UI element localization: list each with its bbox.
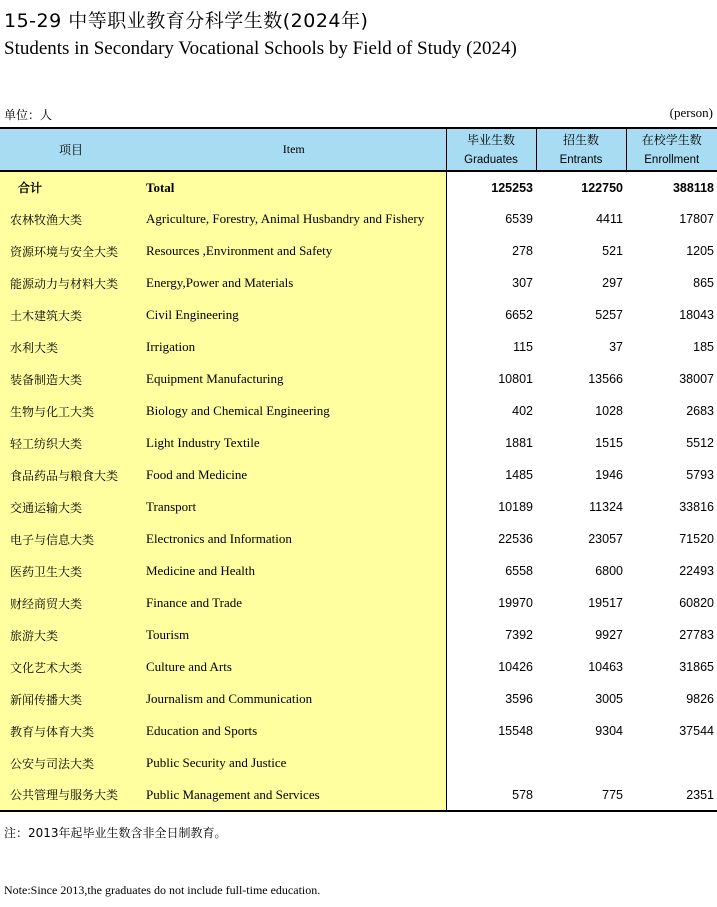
row-graduates: 10426: [498, 660, 533, 674]
row-label-en: Medicine and Health: [142, 555, 446, 587]
table-row: [0, 395, 717, 427]
unit-label-cn: 单位：人: [4, 108, 53, 122]
row-graduates: 3596: [505, 692, 533, 706]
row-label-cn: 资源环境与安全大类: [0, 235, 142, 267]
table-row: [0, 299, 717, 331]
row-label-cn: 旅游大类: [0, 619, 142, 651]
row-label-cn: 公共管理与服务大类: [0, 779, 142, 811]
row-label-en: Food and Medicine: [142, 459, 446, 491]
row-enrollment: 18043: [679, 308, 714, 322]
row-label-en: Civil Engineering: [142, 299, 446, 331]
row-entrants: 1515: [595, 436, 623, 450]
table-row: [0, 203, 717, 235]
row-enrollment: 388118: [672, 180, 714, 195]
row-label-en: Transport: [142, 491, 446, 523]
row-enrollment: 9826: [686, 692, 714, 706]
row-graduates: 19970: [498, 596, 533, 610]
row-graduates: 578: [446, 779, 536, 811]
row-enrollment: 60820: [679, 596, 714, 610]
unit-label-en: (person): [669, 105, 713, 120]
row-entrants: 4411: [596, 212, 623, 226]
table-row: [0, 619, 717, 651]
footnote-cn: 注：2013年起毕业生数含非全日制教育。: [4, 826, 227, 840]
row-enrollment: 2683: [686, 404, 714, 418]
row-entrants: 775: [536, 779, 626, 811]
row-graduates: 115: [513, 340, 533, 354]
table-row: [0, 459, 717, 491]
row-label-cn: 公安与司法大类: [0, 747, 142, 779]
row-label-en: Education and Sports: [142, 715, 446, 747]
header-enrollment-cn: 在校学生数: [641, 132, 702, 147]
row-label-en: Irrigation: [142, 331, 446, 363]
row-label-cn: 教育与体育大类: [0, 715, 142, 747]
row-label-en: Journalism and Communication: [142, 683, 446, 715]
row-label-cn: 合计: [0, 171, 142, 203]
row-label-cn: 交通运输大类: [0, 491, 142, 523]
row-entrants: 19517: [588, 596, 623, 610]
row-entrants: 9927: [595, 628, 623, 642]
row-enrollment: 31865: [679, 660, 714, 674]
table-title-cn: 15-29 中等职业教育分科学生数(2024年): [4, 10, 369, 32]
row-graduates: [446, 747, 536, 779]
row-graduates: 22536: [498, 532, 533, 546]
table-row: [0, 331, 717, 363]
row-graduates: 6652: [505, 308, 533, 322]
table-row: [0, 267, 717, 299]
row-graduates: 278: [512, 244, 533, 258]
row-enrollment: 37544: [679, 724, 714, 738]
row-label-cn: 土木建筑大类: [0, 299, 142, 331]
row-entrants: 37: [609, 340, 623, 354]
header-graduates: [446, 128, 536, 171]
row-enrollment: 17807: [679, 212, 714, 226]
row-enrollment: 5512: [686, 436, 714, 450]
row-entrants: [536, 747, 626, 779]
row-label-cn: 文化艺术大类: [0, 651, 142, 683]
row-label-en: Tourism: [142, 619, 446, 651]
row-label-en: Public Security and Justice: [142, 747, 446, 779]
table-row: [0, 555, 717, 587]
row-entrants: 6800: [595, 564, 623, 578]
row-label-en: Culture and Arts: [142, 651, 446, 683]
row-graduates: 402: [512, 404, 533, 418]
table-title-en: Students in Secondary Vocational Schools by Field of Study (2024): [4, 38, 517, 59]
row-label-en: Biology and Chemical Engineering: [142, 395, 446, 427]
row-entrants: 1028: [595, 404, 623, 418]
row-graduates: 10801: [498, 372, 533, 386]
row-label-cn: 生物与化工大类: [0, 395, 142, 427]
table-row: [0, 363, 717, 395]
row-entrants: 13566: [588, 372, 623, 386]
row-label-cn: 医药卫生大类: [0, 555, 142, 587]
row-entrants: 122750: [581, 180, 623, 195]
row-graduates: 6539: [505, 212, 533, 226]
row-graduates: 6558: [505, 564, 533, 578]
table-row: [0, 715, 717, 747]
row-enrollment: 27783: [679, 628, 714, 642]
students-table: [0, 127, 717, 812]
header-entrants-en: Entrants: [559, 153, 603, 166]
row-label-en: Public Management and Services: [142, 779, 446, 811]
row-enrollment: 22493: [679, 564, 714, 578]
row-graduates: 7392: [505, 628, 533, 642]
table-row: [0, 683, 717, 715]
row-label-en: Light Industry Textile: [142, 427, 446, 459]
row-enrollment: 185: [693, 340, 714, 354]
row-label-cn: 水利大类: [0, 331, 142, 363]
row-graduates: 10189: [498, 500, 533, 514]
row-graduates: 1485: [505, 468, 533, 482]
row-entrants: 1946: [595, 468, 623, 482]
row-enrollment: 865: [693, 276, 714, 290]
row-label-en: Equipment Manufacturing: [142, 363, 446, 395]
row-enrollment: 71520: [679, 532, 714, 546]
header-entrants: [536, 128, 626, 171]
row-entrants: 297: [602, 276, 623, 290]
row-label-en: Finance and Trade: [142, 587, 446, 619]
header-graduates-en: Graduates: [464, 153, 518, 166]
row-entrants: 3005: [595, 692, 623, 706]
row-label-cn: 新闻传播大类: [0, 683, 142, 715]
table-row: [0, 587, 717, 619]
row-enrollment: 38007: [679, 372, 714, 386]
row-graduates: 307: [512, 276, 533, 290]
header-item-cn: 项目: [0, 128, 142, 171]
table-row: [0, 235, 717, 267]
header-enrollment: [626, 128, 717, 171]
table-row: [0, 523, 717, 555]
row-graduates: 1881: [505, 436, 533, 450]
row-enrollment: 2351: [626, 779, 717, 811]
header-row: [0, 128, 717, 171]
row-enrollment: 5793: [686, 468, 714, 482]
header-entrants-cn: 招生数: [562, 132, 599, 147]
row-entrants: 5257: [595, 308, 623, 322]
table-row-total: [0, 171, 717, 203]
row-label-cn: 财经商贸大类: [0, 587, 142, 619]
row-entrants: 10463: [588, 660, 623, 674]
row-label-en: Electronics and Information: [142, 523, 446, 555]
row-label-cn: 食品药品与粮食大类: [0, 459, 142, 491]
header-enrollment-en: Enrollment: [644, 153, 700, 166]
header-graduates-cn: 毕业生数: [466, 132, 515, 147]
row-graduates: 125253: [491, 180, 533, 195]
header-item-en: Item: [142, 128, 446, 171]
row-label-cn: 农林牧渔大类: [0, 203, 142, 235]
row-label-cn: 能源动力与材料大类: [0, 267, 142, 299]
row-enrollment: 1205: [686, 244, 714, 258]
table-row: [0, 651, 717, 683]
row-entrants: 521: [602, 244, 623, 258]
row-enrollment: [626, 747, 717, 779]
row-label-cn: 装备制造大类: [0, 363, 142, 395]
table-row: [0, 779, 717, 811]
row-label-en: Agriculture, Forestry, Animal Husbandry and Fishery: [142, 203, 446, 235]
row-label-en: Resources ,Environment and Safety: [142, 235, 446, 267]
row-label-en: Energy,Power and Materials: [142, 267, 446, 299]
table-row: [0, 747, 717, 779]
footnote-en: Note:Since 2013,the graduates do not include full-time education.: [4, 883, 321, 897]
row-label-en: Total: [142, 171, 446, 203]
table-row: [0, 491, 717, 523]
row-enrollment: 33816: [679, 500, 714, 514]
row-label-cn: 电子与信息大类: [0, 523, 142, 555]
table-row: [0, 427, 717, 459]
row-entrants: 9304: [595, 724, 623, 738]
row-graduates: 15548: [498, 724, 533, 738]
row-entrants: 23057: [588, 532, 623, 546]
row-label-cn: 轻工纺织大类: [0, 427, 142, 459]
row-entrants: 11324: [589, 500, 623, 514]
